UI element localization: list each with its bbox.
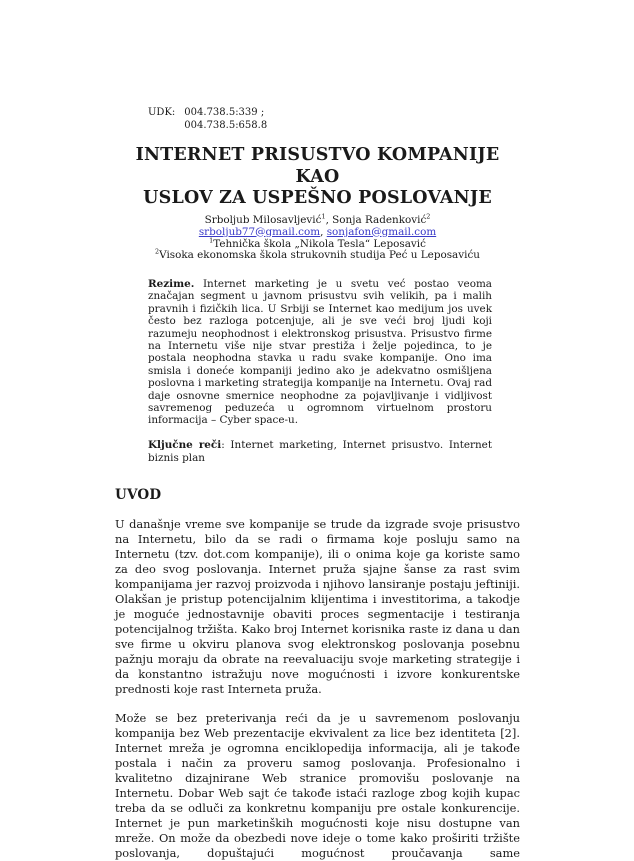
body-paragraph-2: Može se bez preterivanja reći da je u savremenom poslovanju kompanija bez Web prezentacije ekvivalent za lice bez identiteta [2]. Internet mreža je ogromna enciklopedija informacija, ali je takođe postala i način za proveru samog poslovanja. Profesionalno i kvalitetno dizajnirane Web stranice promovišu poslovanje na Internetu. Dobar Web sajt će takođe istaći razloge zbog kojih kupac treba da se odluči za konkretnu kompaniju pre ostale konkurencije. Internet je pun marketinških mogućnosti koje nisu dostupne van mreže. On može da obezbedi nove ideje o tome kako proširiti tržište poslovanja, dopuštajući mogućnost proučavanja same xyxy=(115,711,520,861)
udk-block xyxy=(148,106,520,132)
emails-separator: , xyxy=(320,225,327,238)
email-link-1[interactable]: srboljub77@gmail.com xyxy=(198,225,321,238)
udk-numbers xyxy=(184,106,267,132)
section-heading-uvod: UVOD xyxy=(115,487,162,504)
author-2-superscript: 2 xyxy=(426,212,431,221)
author-name-2: Sonja Radenković xyxy=(332,213,427,226)
affiliation-2 xyxy=(115,247,520,262)
author-1-superscript: 1 xyxy=(321,212,326,221)
authors-separator: , xyxy=(325,213,333,226)
abstract-block xyxy=(148,278,492,427)
udk-number-1: 004.738.5:339 ; xyxy=(184,107,265,118)
keywords-text: : Internet marketing, Internet prisustvo. Internet biznis plan xyxy=(148,439,493,464)
body-paragraph-1: U današnje vreme sve kompanije se trude da izgrade svoje prisustvo na Internetu, bilo da se radi o firmama koje posluju samo na Internetu (tzv. dot.com kompanije), ili o onima koje ga koriste samo za deo svog poslovanja. Internet pruža sjajne šanse za rast svim kompanijama jer razvoj proizvoda i njihovo lansiranje postaju jeftiniji. Olakšan je pristup potencijalnim klijentima i investitorima, a takodje je moguće jednostavnije obaviti proces segmentacije i testiranja potencijalnog tržišta. Kako broj Internet korisnika raste iz dana u dan sve firme u okviru planova svog elektronskog poslovanja posebnu pažnju moraju da obrate na reevaluaciju svoje marketing strategije i da konstantno istražuju nove mogućnosti i izvore konkurentske prednosti koje rast Interneta pruža. xyxy=(115,517,520,697)
abstract-text: Internet marketing je u svetu već postao veoma značajan segment u javnom prisustvu svih velikih, pa i malih pravnih i fizičkih lica. U Srbiji se Internet kao medijum jos uvek često bez razloga potcenjuje, ali je sve veći broj ljudi koji razumeju neophodnost i elektronskog prisustva. Prisustvo firme na Internetu više nije stvar prestiža i želje pojedinca, to je postala neophodna stavka u radu svake kompanije. Ono ima smisla i doneće kompaniji jedino ako je adekvatno osmišljena poslovna i marketing strategija kompanije na Internetu. Ovaj rad daje osnovne smernice neophodne za pojavljivanje i vidljivost savremenog peduzeća u ogromnom virtuelnom prostoru informacija – Cyber space-u. xyxy=(148,277,492,427)
abstract-label: Rezime. xyxy=(148,277,195,290)
authors-line xyxy=(115,212,520,227)
emails-line xyxy=(115,227,520,239)
paper-title-line-1: INTERNET PRISUSTVO KOMPANIJE KAO xyxy=(135,145,500,187)
email-link-2[interactable]: sonjafon@gmail.com xyxy=(326,225,437,238)
affiliation-2-superscript: 2 xyxy=(155,247,160,256)
author-name-1: Srboljub Milosavljević xyxy=(204,213,322,226)
keywords-label: Ključne reči xyxy=(148,439,222,452)
paper-title-line-2: USLOV ZA USPEŠNO POSLOVANJE xyxy=(143,188,492,208)
paper-title xyxy=(115,145,520,210)
affiliation-1-text: Tehnička škola „Nikola Tesla“ Leposavić xyxy=(213,237,426,250)
affiliation-2-text: Visoka ekonomska škola strukovnih studija Peć u Leposaviću xyxy=(159,249,480,262)
udk-label: UDK: xyxy=(148,107,176,118)
udk-number-2: 004.738.5:658.8 xyxy=(184,120,268,131)
affiliation-1-superscript: 1 xyxy=(209,236,214,245)
keywords-block xyxy=(148,439,492,464)
